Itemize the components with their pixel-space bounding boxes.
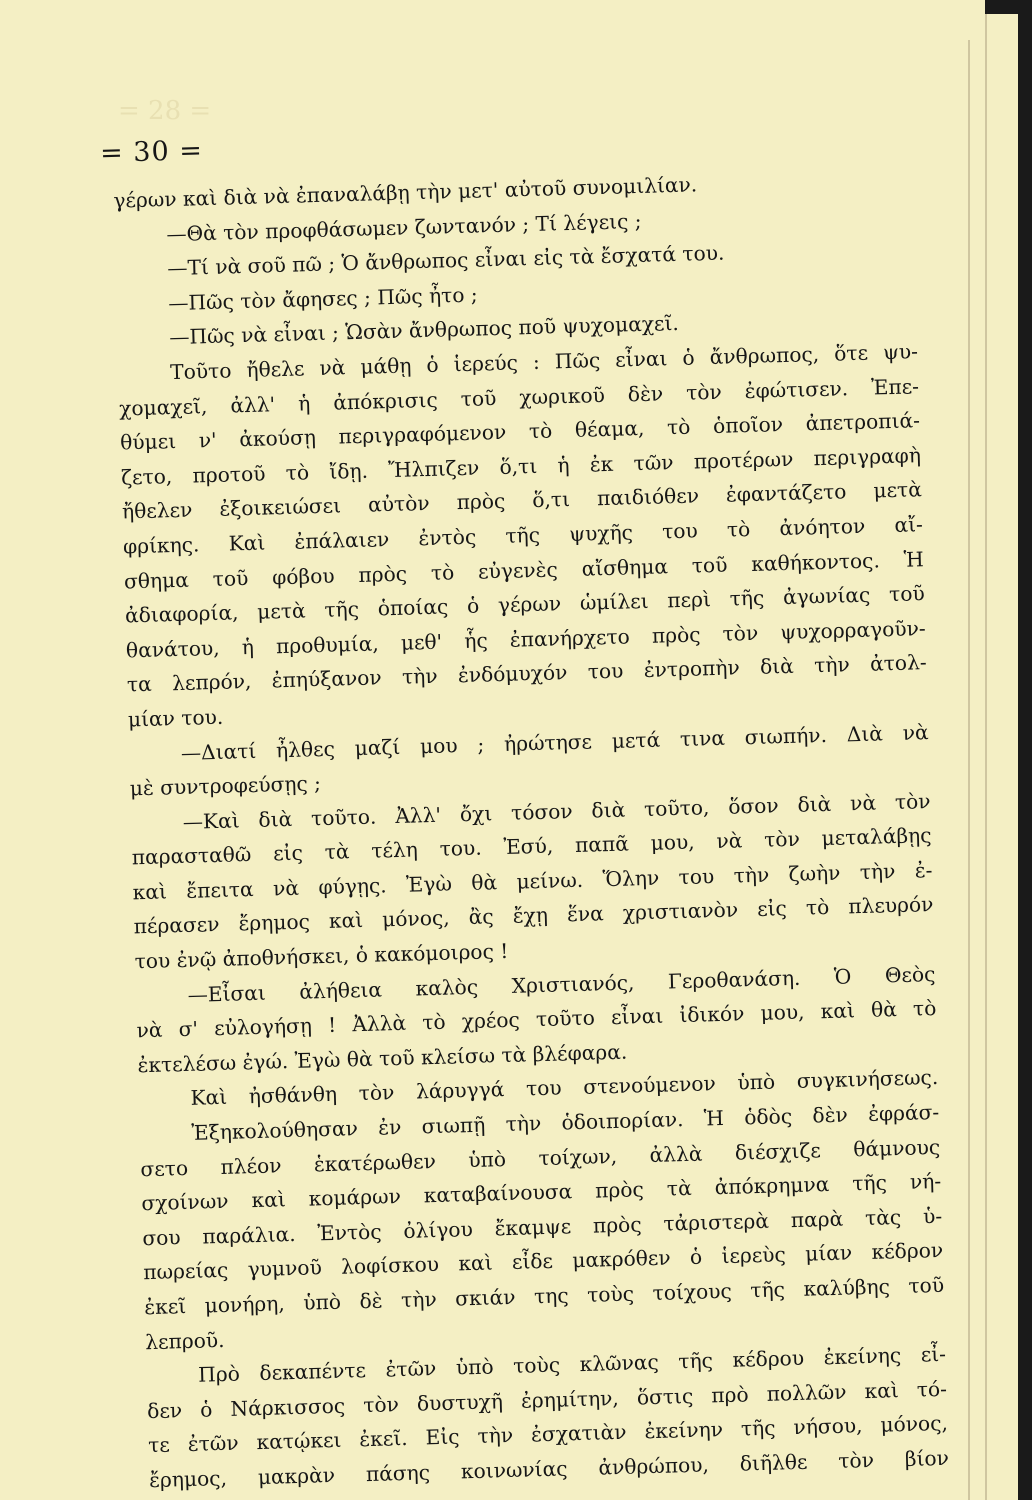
text-line: τε ἐτῶν κατῴκει ἐκεῖ. Εἰς τὴν ἐσχατιὰν ἐκείνην τῆς νήσου, μόνος, — [147, 1411, 949, 1458]
text-line: παρασταθῶ εἰς τὰ τέλη του. Ἐσύ, παπᾶ μου, νὰ τὸν μεταλάβῃς — [131, 823, 932, 870]
text-line: —Εἶσαι ἀλήθεια καλὸς Χριστιανός, Γεροθανάση. Ὁ Θεὸς — [187, 961, 936, 1007]
text-line: ζετο, προτοῦ τὸ ἴδῃ. Ἤλπιζεν ὅ,τι ἡ ἐκ τῶν προτέρων περιγραφὴ — [120, 442, 922, 490]
book-page — [99, 127, 950, 1493]
text-line: Πρὸ δεκαπέντε ἐτῶν ὑπὸ τοὺς κλῶνας τῆς κέδρου ἐκείνης εἶ- — [197, 1342, 947, 1387]
text-line: μὲ συντροφεύσῃς ; — [129, 771, 322, 801]
bleed-through-page-number: = 28 = — [118, 96, 212, 126]
text-line: του ἐνῷ ἀποθνήσκει, ὁ κακόμοιρος ! — [134, 938, 509, 974]
text-line: λεπροῦ. — [144, 1327, 225, 1354]
text-line: νὰ σ' εὐλογήσῃ ! Ἀλλὰ τὸ χρέος τοῦτο εἶναι ἰδικόν μου, καὶ θὰ τὸ — [136, 996, 937, 1043]
text-line: θύμει ν' ἀκούσῃ περιγραφόμενον τὸ θέαμα, τὸ ὁποῖον ἀπετροπιά- — [119, 408, 921, 455]
page-edge — [968, 40, 970, 1500]
text-line: —Πῶς νὰ εἶναι ; Ὡσὰν ἄνθρωπος ποῦ ψυχομαχεῖ. — [168, 311, 680, 350]
text-line: ἐκτελέσω ἐγώ. Ἐγὼ θὰ τοῦ κλείσω τὰ βλέφαρα. — [137, 1039, 628, 1078]
body-text — [113, 161, 949, 1497]
text-line: πωρείας γυμνοῦ λοφίσκου καὶ εἶδε μακρόθεν ὁ ἱερεὺς μίαν κέδρον — [143, 1238, 944, 1285]
text-line: σετο πλέον ἑκατέρωθεν ὑπὸ τοίχων, ἀλλὰ διέσχιζε θάμνους — [140, 1134, 941, 1181]
text-line: ἤθελεν ἐξοικειώσει αὐτὸν πρὸς ὅ,τι παιδιόθεν ἐφαντάζετο μετὰ — [121, 477, 923, 524]
text-line: ἀδιαφορία, μετὰ τῆς ὁποίας ὁ γέρων ὡμίλει περὶ τῆς ἀγωνίας τοῦ — [124, 581, 926, 628]
text-line: τα λεπρόν, ἐπηύξανον τὴν ἐνδόμυχόν του ἐντροπὴν διὰ τὴν ἀτολ- — [126, 650, 927, 697]
text-line: θανάτου, ἡ προθυμία, μεθ' ἧς ἐπανήρχετο πρὸς τὸν ψυχορραγοῦν- — [125, 615, 926, 663]
text-line: γέρων καὶ διὰ νὰ ἐπαναλάβῃ τὴν μετ' αὐτοῦ συνομιλίαν. — [113, 172, 698, 213]
text-line: —Τί νὰ σοῦ πῶ ; Ὁ ἄνθρωπος εἶναι εἰς τὰ ἔσχατά του. — [166, 240, 725, 281]
page-edge-back — [985, 14, 987, 1500]
text-line: Τοῦτο ἤθελε νὰ μάθῃ ὁ ἱερεύς : Πῶς εἶναι ὁ ἄνθρωπος, ὅτε ψυ- — [169, 339, 919, 385]
text-line: Ἐξηκολούθησαν ἐν σιωπῇ τὴν ὁδοιπορίαν. Ἡ ὁδὸς δὲν ἐφράσ- — [191, 1099, 940, 1145]
text-line: δεν ὁ Νάρκισσος τὸν δυστυχῆ ἐρημίτην, ὅστις πρὸ πολλῶν καὶ τό- — [146, 1376, 948, 1423]
text-line: καὶ ἔπειτα νὰ φύγῃς. Ἐγὼ θὰ μείνω. Ὅλην του τὴν ζωὴν τὴν ἐ- — [132, 857, 933, 905]
text-line: σθημα τοῦ φόβου πρὸς τὸ εὐγενὲς αἴσθημα τοῦ καθήκοντος. Ἡ — [123, 546, 925, 594]
text-line: φρίκης. Καὶ ἐπάλαιεν ἐντὸς τῆς ψυχῆς του τὸ ἀνόητον αἴ- — [122, 512, 924, 559]
text-line: —Καὶ διὰ τοῦτο. Ἀλλ' ὄχι τόσον διὰ τοῦτο, ὅσον διὰ νὰ τὸν — [182, 788, 931, 834]
scan-frame-right — [1018, 0, 1032, 1500]
text-line: —Πῶς τὸν ἄφησες ; Πῶς ἦτο ; — [167, 282, 478, 315]
text-line: πέρασεν ἔρημος καὶ μόνος, ἂς ἔχῃ ἕνα χριστιανὸν εἰς τὸ πλευρόν — [133, 892, 934, 939]
text-line: σου παράλια. Ἐντὸς ὀλίγου ἔκαμψε πρὸς τἀριστερὰ παρὰ τὰς ὑ- — [142, 1203, 943, 1251]
text-line: μίαν του. — [127, 704, 224, 732]
text-line: —Θὰ τὸν προφθάσωμεν ζωντανόν ; Τί λέγεις ; — [166, 208, 642, 246]
text-line: χομαχεῖ, ἀλλ' ἡ ἀπόκρισις τοῦ χωρικοῦ δὲν τὸν ἐφώτισεν. Ἐπε- — [118, 373, 920, 421]
text-line: Καὶ ἠσθάνθη τὸν λάρυγγά του στενούμενον ὑπὸ συγκινήσεως. — [190, 1065, 939, 1111]
text-line: ἔρημος, μακρὰν πάσης κοινωνίας ἀνθρώπου, διῆλθε τὸν βίον — [148, 1445, 950, 1493]
page-number: = 30 = — [99, 135, 204, 169]
text-line: —Διατί ἦλθες μαζί μου ; ἠρώτησε μετά τινα σιωπήν. Διὰ νὰ — [180, 719, 929, 765]
text-line: σχοίνων καὶ κομάρων καταβαίνουσα πρὸς τὰ ἀπόκρημνα τῆς νή- — [141, 1169, 942, 1216]
text-line: ἐκεῖ μονήρη, ὑπὸ δὲ τὴν σκιάν της τοὺς τοίχους τῆς καλύβης τοῦ — [143, 1272, 945, 1320]
